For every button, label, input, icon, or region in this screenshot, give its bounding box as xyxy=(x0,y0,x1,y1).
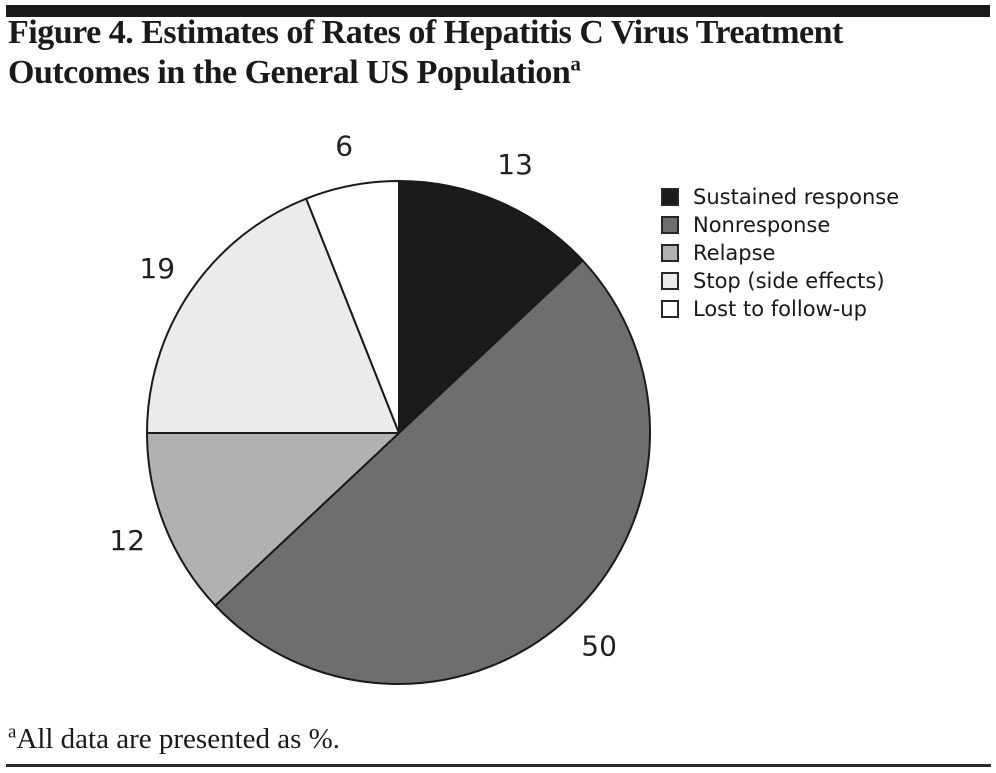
title-superscript: a xyxy=(570,51,581,76)
figure-title-line1: Figure 4. Estimates of Rates of Hepatitis C Virus Treatment xyxy=(8,14,843,51)
slice-value-label: 50 xyxy=(581,629,617,663)
legend-swatch-stop-side-effects xyxy=(661,272,679,290)
legend-label: Nonresponse xyxy=(693,213,831,237)
footnote xyxy=(8,723,340,756)
legend-label: Relapse xyxy=(693,241,776,265)
legend-item xyxy=(661,295,899,323)
slice-value-label: 19 xyxy=(139,252,176,286)
bottom-rule xyxy=(6,764,991,767)
legend-swatch-relapse xyxy=(661,244,679,262)
legend-item xyxy=(661,183,899,211)
footnote-text: All data are presented as %. xyxy=(16,723,341,755)
legend-swatch-lost-to-follow-up xyxy=(661,300,679,318)
slice-value-label: 12 xyxy=(109,524,146,558)
legend-label: Lost to follow-up xyxy=(693,297,867,321)
legend-item xyxy=(661,211,899,239)
legend-label: Sustained response xyxy=(693,185,900,209)
legend-item xyxy=(661,239,899,267)
legend xyxy=(661,183,899,323)
footnote-superscript: a xyxy=(8,721,17,743)
figure-title-line2: Outcomes in the General US Population xyxy=(8,54,571,91)
slice-value-label: 6 xyxy=(335,129,354,163)
legend-item xyxy=(661,267,899,295)
legend-label: Stop (side effects) xyxy=(693,269,885,293)
slice-value-label: 13 xyxy=(497,148,533,182)
legend-swatch-nonresponse xyxy=(661,216,679,234)
legend-swatch-sustained-response xyxy=(661,188,679,206)
